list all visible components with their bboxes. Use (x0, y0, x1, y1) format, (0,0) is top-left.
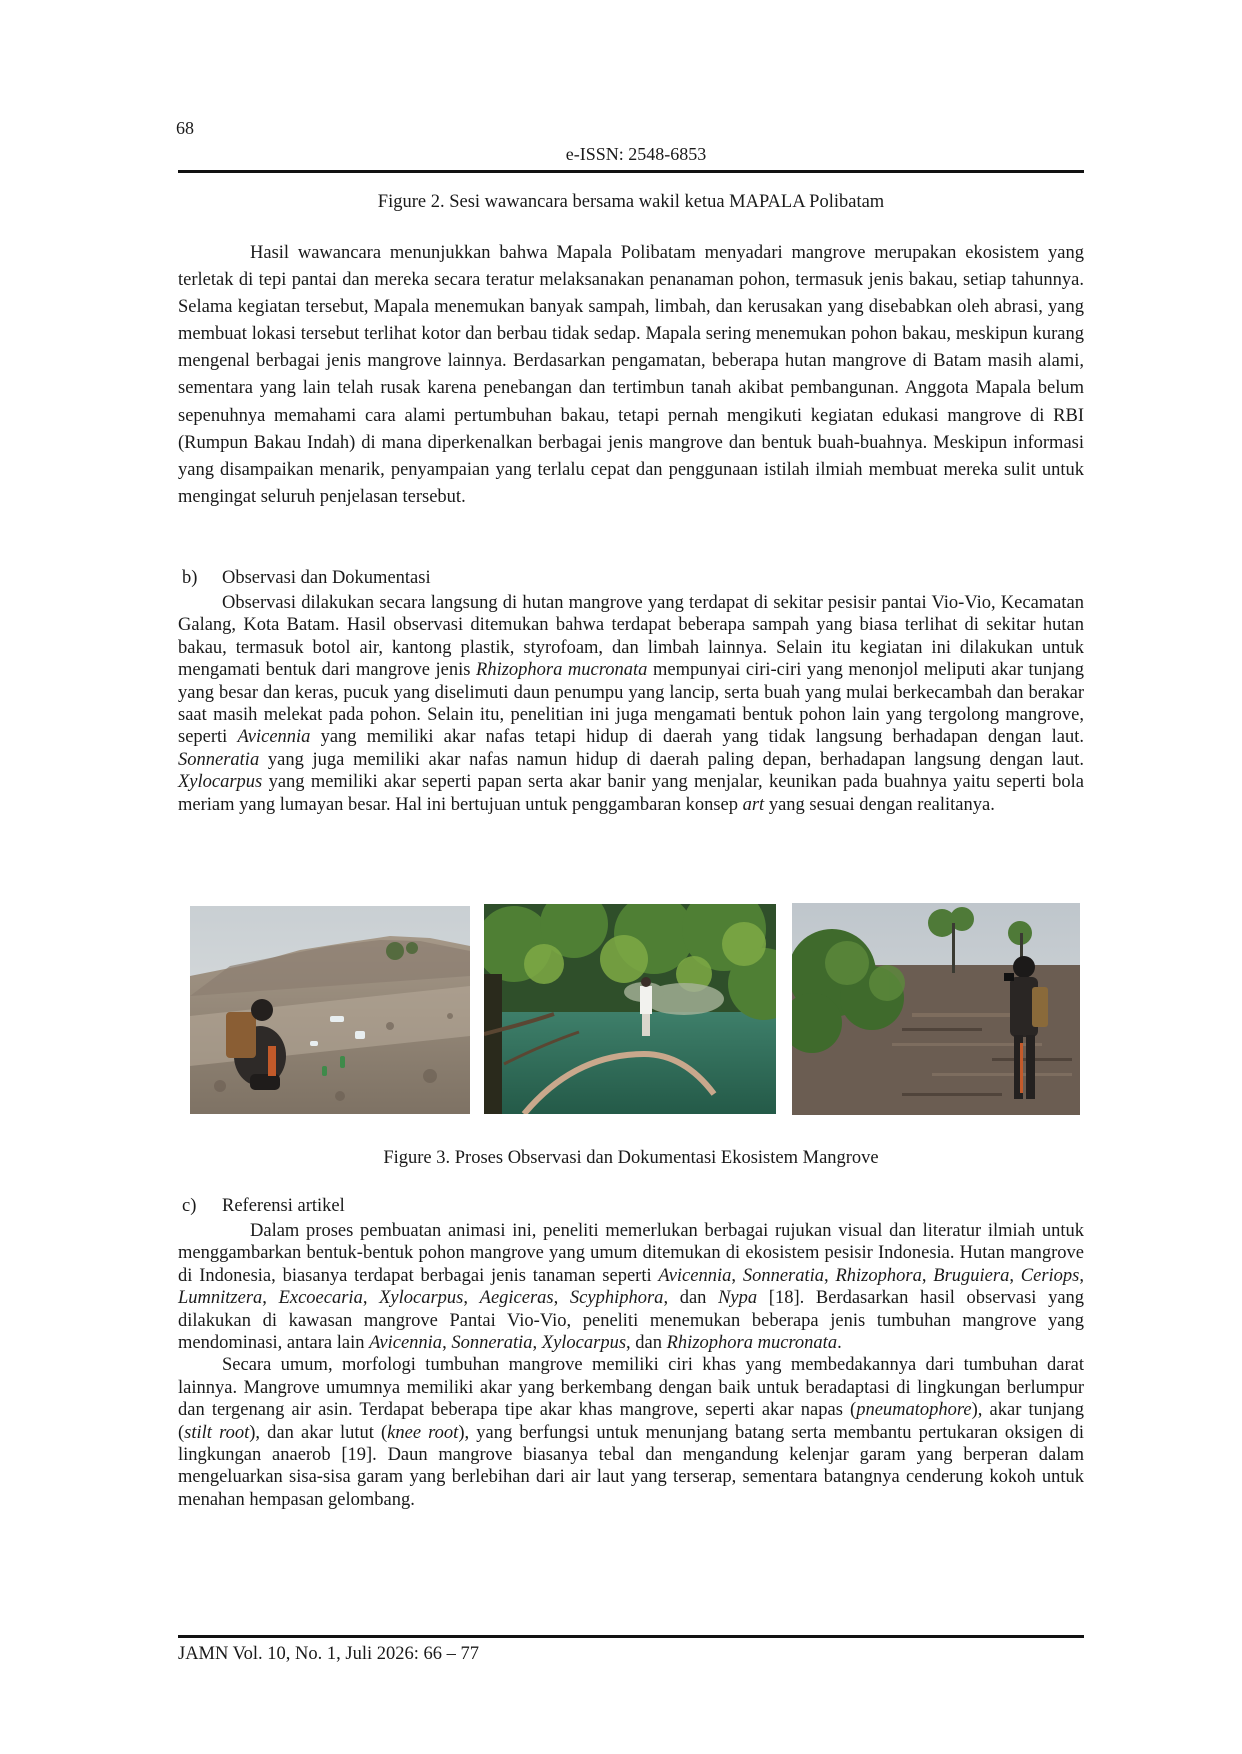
page-number: 68 (176, 118, 194, 138)
photographer-photo (792, 903, 1080, 1115)
paragraph-observation-text: Observasi dilakukan secara langsung di hutan mangrove yang terdapat di sekitar pesisir pantai Vio-Vio, Kecamatan Galang, Kota Batam. Hasil observasi ditemukan bahwa terdapat beberapa sampah yang biasa terlihat di sekitar hutan bakau, termasuk botol air, kantong plastik, styrofoam, dan limbah lainnya. Selain itu kegiatan ini dilakukan untuk mengamati bentuk dari mangrove jenis Rhizophora mucronata mempunyai ciri-ciri yang menonjol meliputi akar tunjang yang besar dan keras, pucuk yang diselimuti daun penumpu yang lancip, serta buah yang mulai berkecambah dan berakar saat masih melekat pada pohon. Selain itu, penelitian ini juga mengamati bentuk pohon lain yang tergolong mangrove, seperti Avicennia yang memiliki akar nafas tetapi hidup di daerah yang tidak langsung berhadapan dengan laut. Sonneratia yang juga memiliki akar nafas namun hidup di daerah paling depan, berhadapan langsung dengan laut. Xylocarpus yang memiliki akar seperti papan serta akar banir yang menjalar, keunikan pada buahnya yaitu seperti bola meriam yang lumayan besar. Hal ini bertujuan untuk penggambaran konsep art yang sesuai dengan realitanya. (178, 593, 1085, 815)
paragraph-interview (178, 240, 1084, 511)
section-c-label: c) (182, 1196, 197, 1216)
mangrove-water-photo (484, 904, 776, 1114)
header-rule (178, 170, 1084, 173)
section-b-heading (182, 568, 431, 589)
paragraph-interview-text: Hasil wawancara menunjukkan bahwa Mapala Polibatam menyadari mangrove merupakan ekosistem yang terletak di tepi pantai dan mereka secara teratur melaksanakan penanaman pohon, termasuk jenis bakau, setiap tahunnya. Selama kegiatan tersebut, Mapala menemukan banyak sampah, limbah, dan kerusakan yang disebabkan oleh abrasi, yang membuat lokasi tersebut terlihat kotor dan berbau tidak sedap. Mapala sering menemukan pohon bakau, meskipun kurang mengenal berbagai jenis mangrove lainnya. Berdasarkan pengamatan, beberapa hutan mangrove di Batam masih alami, sementara yang lain telah rusak karena penebangan dan tertimbun tanah akibat pembangunan. Anggota Mapala belum sepenuhnya memahami cara alami pertumbuhan bakau, tetapi pernah mengikuti kegiatan edukasi mangrove di RBI (Rumpun Bakau Indah) di mana diperkenalkan berbagai jenis mangrove dan bentuk buah-buahnya. Meskipun informasi yang disampaikan menarik, penyampaian yang terlalu cepat dan penggunaan istilah ilmiah membuat mereka sulit untuk mengingat seluruh penjelasan tersebut. (178, 243, 1084, 507)
paragraph-references-1: Dalam proses pembuatan animasi ini, peneliti memerlukan berbagai rujukan visual dan literatur ilmiah untuk menggambarkan bentuk-bentuk pohon mangrove yang umum ditemukan di ekosistem pesisir Indonesia. Hutan mangrove di Indonesia, biasanya terdapat berbagai jenis tanaman seperti Avicennia, Sonneratia, Rhizophora, Bruguiera, Ceriops, Lumnitzera, Excoecaria, Xylocarpus, Aegiceras, Scyphiphora, dan Nypa [18]. Berdasarkan hasil observasi yang dilakukan di kawasan mangrove Pantai Vio-Vio, peneliti menemukan beberapa jenis tumbuhan mangrove yang mendominasi, antara lain Avicennia, Sonneratia, Xylocarpus, dan Rhizophora mucronata. (178, 1221, 1085, 1354)
issn-header: e-ISSN: 2548-6853 (565, 144, 707, 164)
section-b-title: Observasi dan Dokumentasi (222, 568, 431, 588)
trash-shore-photo (190, 906, 470, 1114)
section-c-heading (182, 1196, 345, 1217)
paragraph-observation (178, 592, 1084, 816)
footer-rule (178, 1635, 1084, 1638)
figure-3-caption: Figure 3. Proses Observasi dan Dokumentasi Ekosistem Mangrove (383, 1148, 879, 1168)
figure-2-caption: Figure 2. Sesi wawancara bersama wakil ketua MAPALA Polibatam (377, 192, 885, 212)
paragraph-references-2: Secara umum, morfologi tumbuhan mangrove memiliki ciri khas yang membedakannya dari tumbuhan darat lainnya. Mangrove umumnya memiliki akar yang berkembang dengan baik untuk beradaptasi di lingkungan berlumpur dan tergenang air asin. Terdapat beberapa tipe akar khas mangrove, seperti akar napas (pneumatophore), akar tunjang (stilt root), dan akar lutut (knee root), yang berfungsi untuk menunjang batang serta membantu pertukaran oksigen di lingkungan anaerob [19]. Daun mangrove biasanya tebal dan mengandung kelenjar garam yang berperan dalam mengeluarkan sisa-sisa garam yang berlebihan dari air laut yang terserap, sementara batangnya cenderung kokoh untuk menahan hempasan gelombang. (178, 1355, 1084, 1510)
footer-citation: JAMN Vol. 10, No. 1, Juli 2026: 66 – 77 (178, 1644, 480, 1664)
paragraph-references (178, 1220, 1084, 1511)
section-c-title: Referensi artikel (222, 1196, 345, 1216)
section-b-label: b) (182, 568, 198, 588)
